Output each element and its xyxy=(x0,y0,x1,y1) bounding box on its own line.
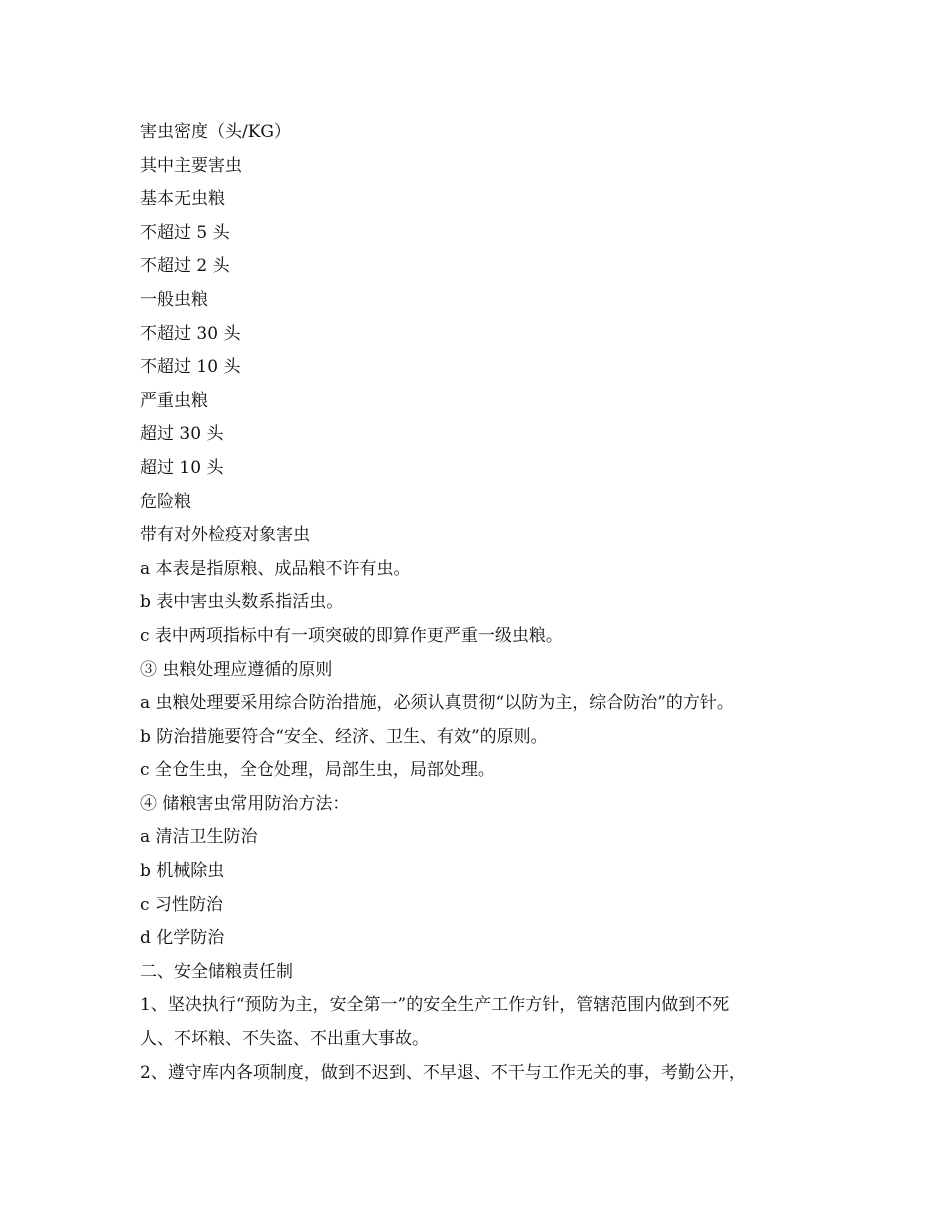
note-line: b 表中害虫头数系指活虫。 xyxy=(140,592,344,613)
section-heading: ④ 储粮害虫常用防治方法： xyxy=(140,793,350,814)
paragraph-line: 2、遵守库内各项制度，做到不迟到、不早退、不干与工作无关的事，考勤公开， xyxy=(140,1062,746,1083)
text-line: 害虫密度（头/KG） xyxy=(140,122,292,142)
list-item: c 全仓生虫，全仓处理，局部生虫，局部处理。 xyxy=(140,760,495,781)
section-heading: ③ 虫粮处理应遵循的原则 xyxy=(140,659,333,680)
text-line: 危险粮 xyxy=(140,491,191,512)
list-item: a 清洁卫生防治 xyxy=(140,827,258,848)
document-body xyxy=(140,116,840,1090)
text-line: 不超过 5 头 xyxy=(140,222,230,243)
note-line: a 本表是指原粮、成品粮不许有虫。 xyxy=(140,558,411,579)
text-line: 带有对外检疫对象害虫 xyxy=(140,525,310,546)
note-line: c 表中两项指标中有一项突破的即算作更严重一级虫粮。 xyxy=(140,625,563,646)
paragraph-line: 1、坚决执行“预防为主，安全第一”的安全生产工作方针，管辖范围内做到不死 xyxy=(140,995,730,1016)
list-item: b 防治措施要符合“安全、经济、卫生、有效”的原则。 xyxy=(140,726,548,747)
text-line: 不超过 10 头 xyxy=(140,357,241,378)
text-line: 基本无虫粮 xyxy=(140,189,225,210)
paragraph-line: 人、不坏粮、不失盗、不出重大事故。 xyxy=(140,1029,429,1050)
text-line: 严重虫粮 xyxy=(140,390,208,411)
list-item: c 习性防治 xyxy=(140,894,223,915)
text-line: 超过 30 头 xyxy=(140,424,224,445)
text-line: 超过 10 头 xyxy=(140,457,224,478)
list-item: a 虫粮处理要采用综合防治措施，必须认真贯彻“以防为主，综合防治”的方针。 xyxy=(140,693,734,714)
chapter-heading: 二、安全储粮责任制 xyxy=(140,961,293,982)
list-item: b 机械除虫 xyxy=(140,861,225,882)
text-line: 一般虫粮 xyxy=(140,289,208,310)
text-line: 不超过 30 头 xyxy=(140,323,241,344)
list-item: d 化学防治 xyxy=(140,928,225,949)
text-line: 其中主要害虫 xyxy=(140,155,242,176)
text-line: 不超过 2 头 xyxy=(140,256,230,277)
